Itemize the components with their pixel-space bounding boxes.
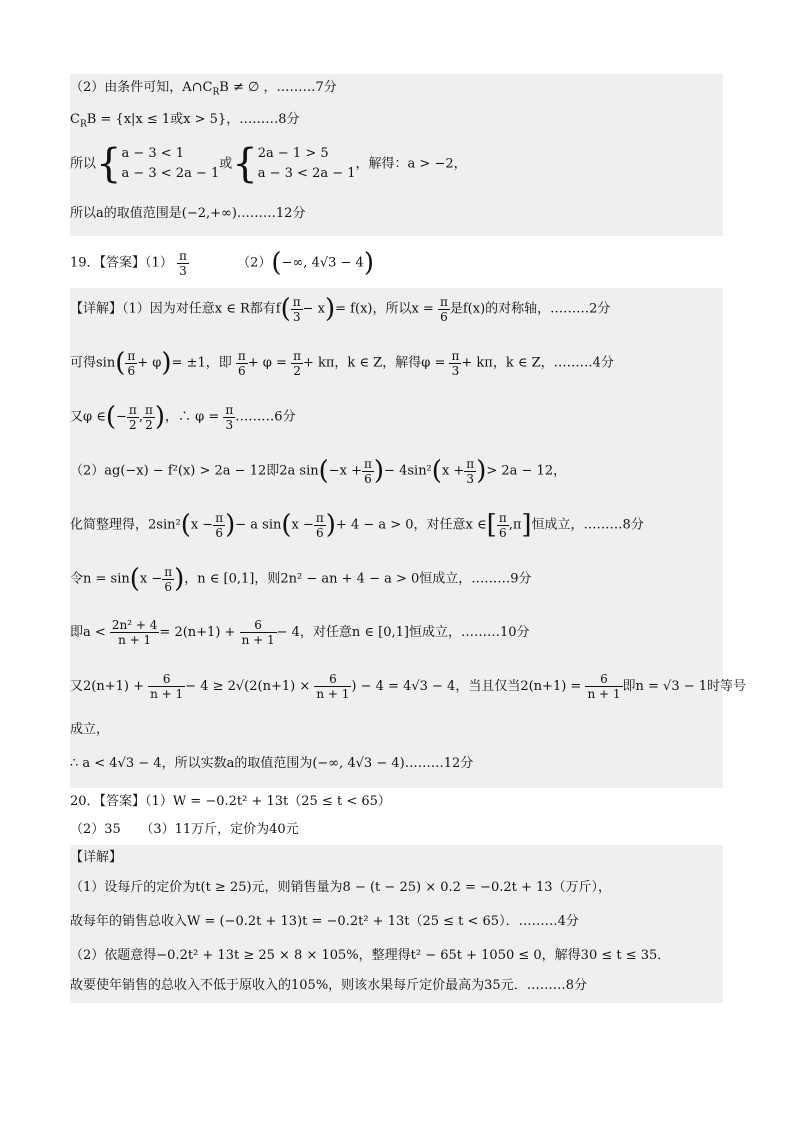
line-18-2-c: 所以{ a − 3 < 1 a − 3 < 2a − 1 或{ 2a − 1 > 5 a − 3 < 2a − 1 ，解得：a > −2，	[70, 141, 467, 187]
detail-line-6: 令n = sin(x − $\frac{\pi}{6}$ )，n ∈ [0,1]，则2n² − an + 4 − a > 0恒成立，………9分	[70, 564, 532, 594]
line-18-2-a: （2）由条件可知，$A\cap C_RB$ ≠ ∅ ，………7分	[70, 80, 337, 98]
line-18-2-b: $C_RB = \{x|x \le 1$或x > 5}，………8分	[70, 112, 300, 130]
detail-line-3: 又φ ∈(− $\frac{\pi}{2}$ , $\frac{\pi}{2}$ )，∴ φ = $\frac{\pi}{3}$ ………6分	[70, 402, 296, 432]
q20-detail-1: （1）设每斤的定价为t(t ≥ 25)元，则销售量为8 − (t − 25) × 0.2 = −0.2t + 13（万斤），	[70, 880, 612, 895]
detail-line-8: 又2(n+1) + $\frac{6}{n + 1}$ − 4 ≥ 2√(2(n+1) × $\frac{6}{n + 1}$ ) − 4 = 4√3 − 4，当且仅当2(n+1) = $\frac{6}{n + 1}$ 即n = √3 − 1时等号	[70, 672, 747, 701]
detail-line-9: 成立，	[70, 722, 110, 737]
detail-line-1: 【详解】（1）因为对任意x ∈ R都有f( $\frac{\pi}{3}$ − x)= f(x)，所以x = $\frac{\pi}{6}$ 是f(x)的对称轴，………2分	[70, 294, 611, 324]
q20-detail-3: （2）依题意得−0.2t² + 13t ≥ 25 × 8 × 105%，整理得t² − 65t + 1050 ≤ 0，解得30 ≤ t ≤ 35．	[70, 948, 671, 963]
q20-detail-head: 【详解】	[70, 850, 123, 865]
detail-line-2: 可得sin( $\frac{\pi}{6}$ + φ)= ±1，即 $\frac{\pi}{6}$ + φ = $\frac{\pi}{2}$ + kπ，k ∈ Z，解得φ = $\frac{\pi}{3}$ + kπ，k ∈ Z，………4分	[70, 348, 614, 378]
detail-line-4: （2）ag(−x) − f²(x) > 2a − 12即2a sin(−x + $\frac{\pi}{6}$ )− 4sin²(x + $\frac{\pi}{3}$ )> 2a − 12，	[70, 456, 567, 486]
q20-detail-2: 故每年的销售总收入W = (−0.2t + 13)t = −0.2t² + 13t（25 ≤ t < 65）．………4分	[70, 914, 579, 929]
detail-line-10: ∴ a < 4√3 − 4，所以实数a的取值范围为(−∞, 4√3 − 4)………12分	[70, 756, 474, 771]
q19-answer: 19．【答案】（1） $\frac{\pi}{3}$ （2）(−∞, 4√3 − 4)	[70, 248, 374, 278]
q20-detail-4: 故要使年销售的总收入不低于原收入的105%，则该水果每斤定价最高为35元．………8分	[70, 978, 587, 993]
line-18-2-d: 所以a的取值范围是(−2,+∞)………12分	[70, 206, 306, 221]
q20-answer-2: （2）35 （3）11万斤，定价为40元	[70, 822, 299, 837]
detail-line-5: 化简整理得，2sin²(x − $\frac{\pi}{6}$ )− a sin(x − $\frac{\pi}{6}$ )+ 4 − a > 0，对任意x ∈[ $\frac{\pi}{6}$ ,π]恒成立，………8分	[70, 510, 644, 540]
q20-answer-1: 20．【答案】（1）W = −0.2t² + 13t（25 ≤ t < 65）	[70, 794, 391, 809]
detail-line-7: 即a < $\frac{\text{2n² + 4}}{n + 1}$ = 2(n+1) + $\frac{6}{n + 1}$ − 4，对任意n ∈ [0,1]恒成立，………10分	[70, 618, 530, 647]
